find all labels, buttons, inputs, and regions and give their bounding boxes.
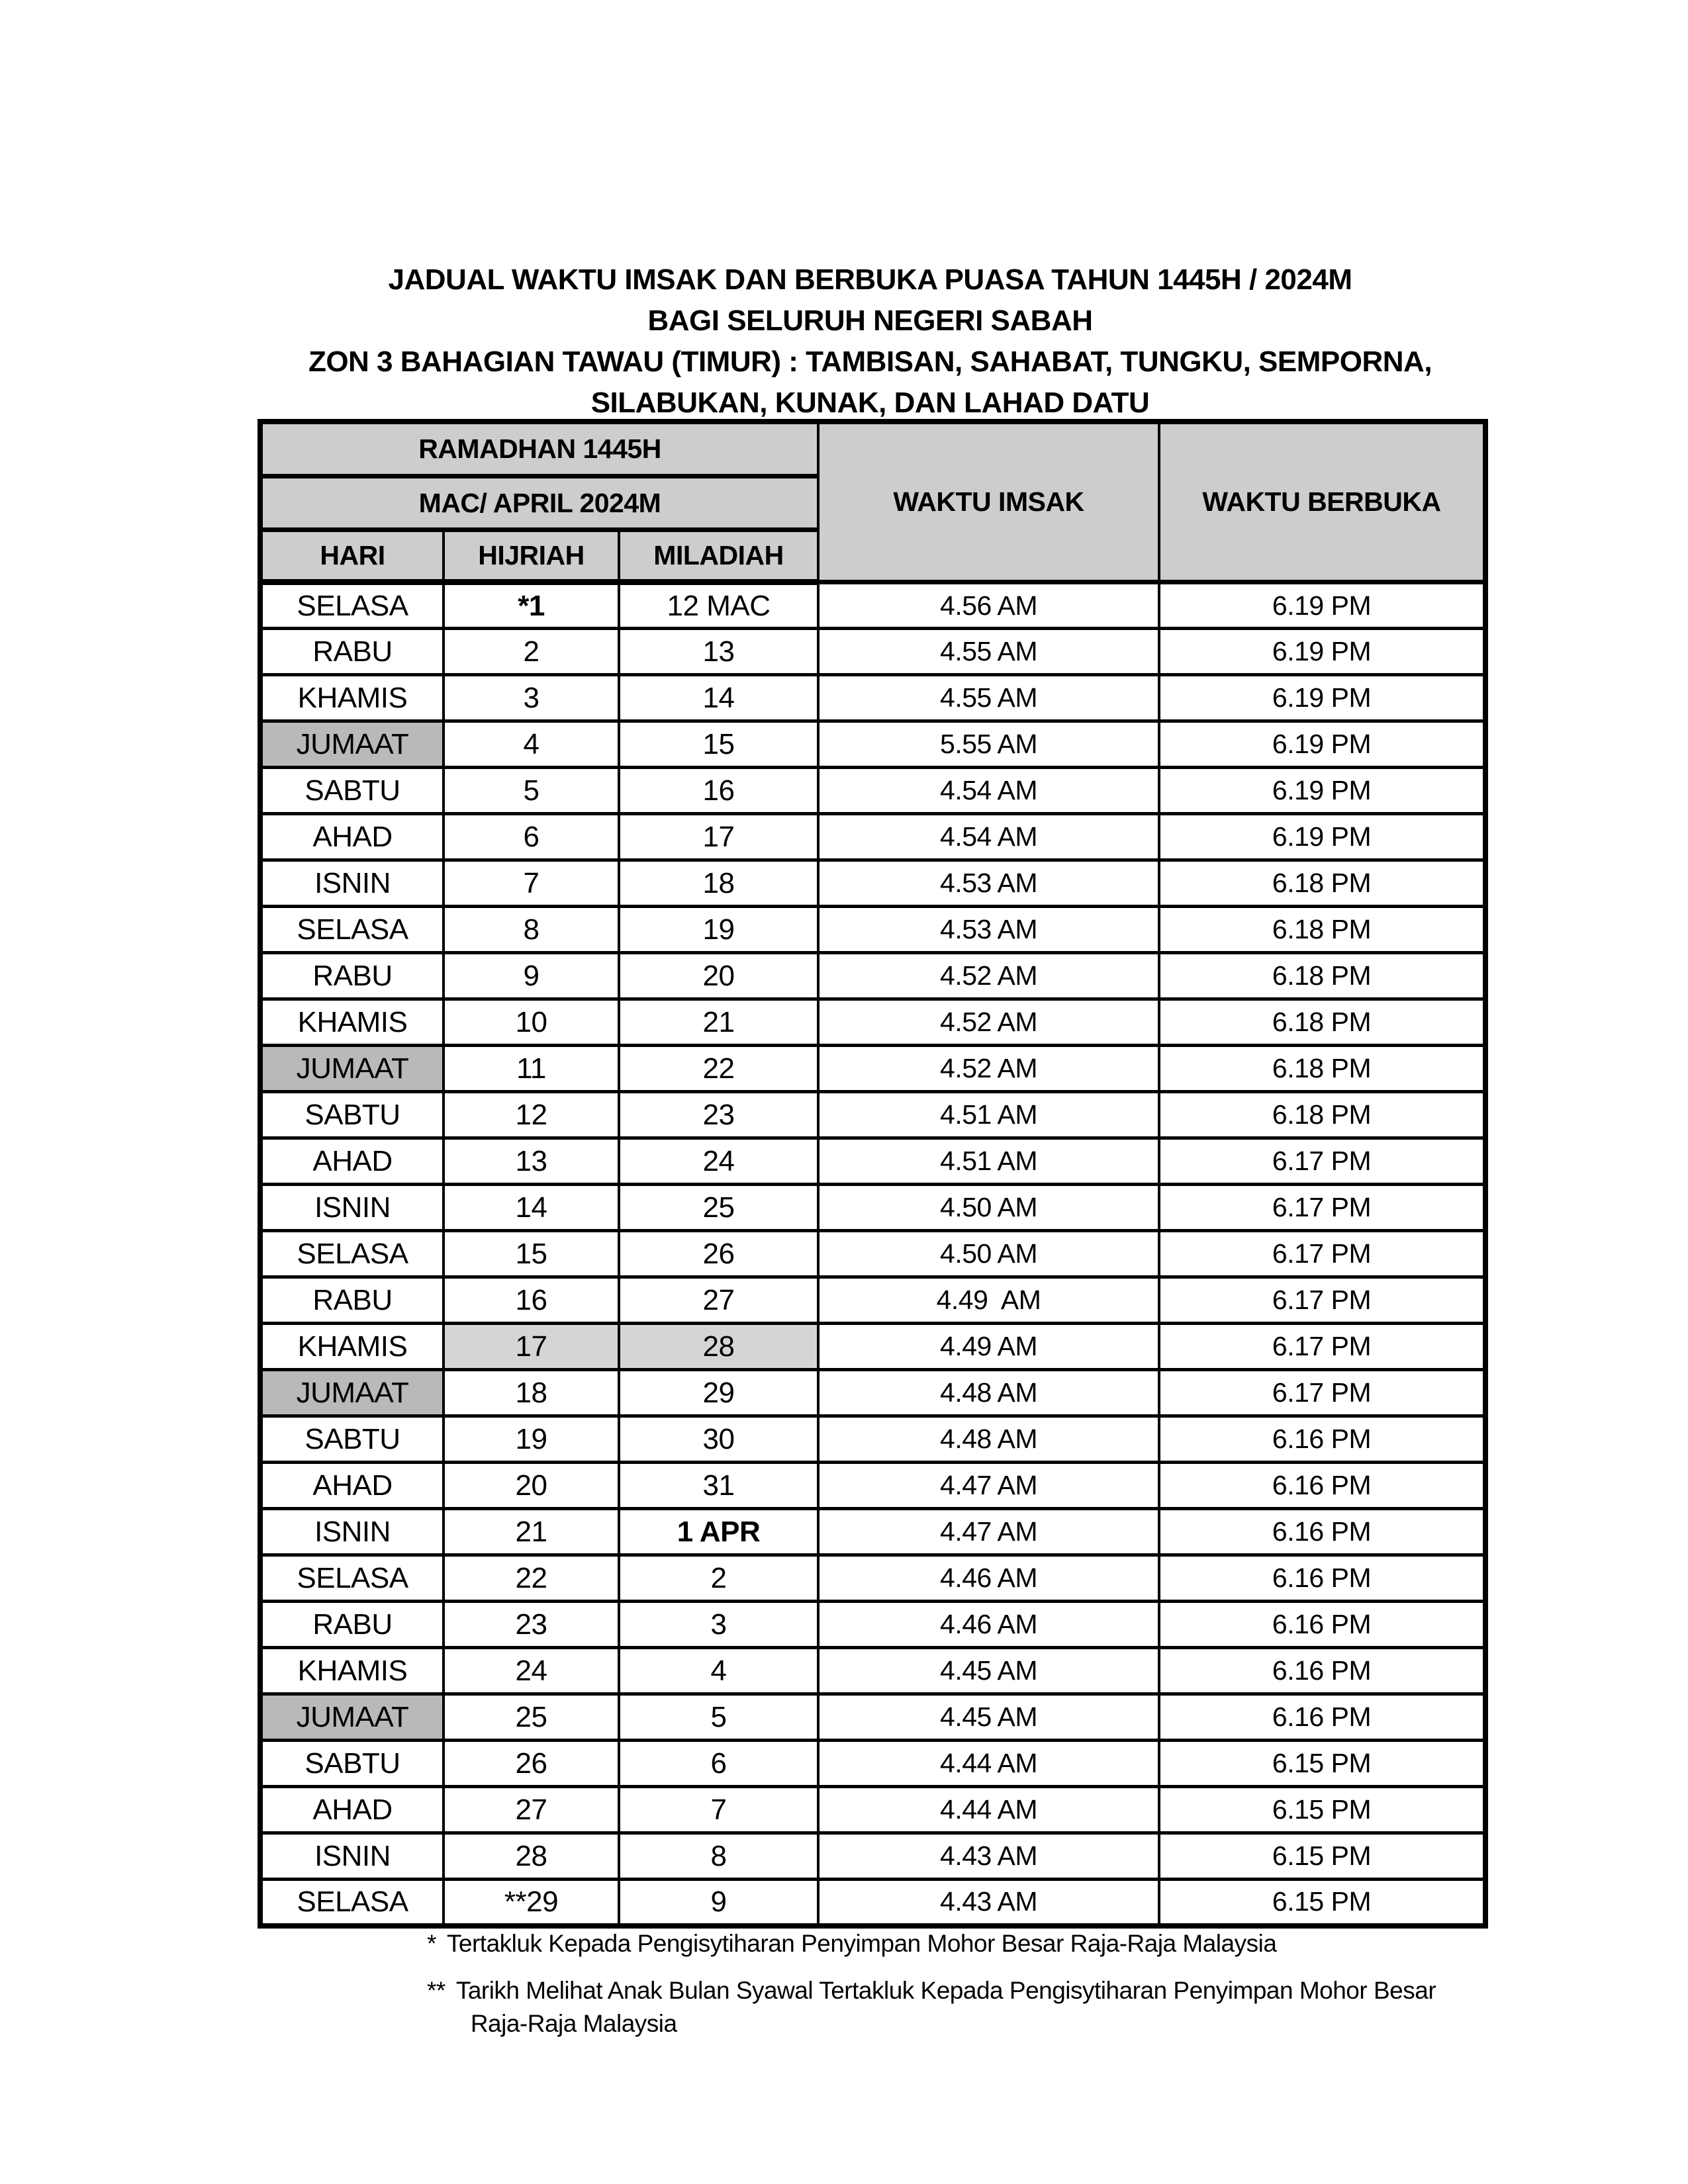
berbuka-cell: 6.18 PM — [1159, 907, 1485, 953]
hijriah-cell: 20 — [444, 1463, 619, 1509]
miladiah-cell: 2 — [619, 1555, 818, 1602]
document-title — [258, 259, 1483, 424]
imsak-cell: 4.56 AM — [818, 582, 1159, 629]
berbuka-cell: 6.18 PM — [1159, 953, 1485, 999]
hijriah-cell: 6 — [444, 814, 619, 860]
hijriah-cell: 26 — [444, 1741, 619, 1787]
table-row — [260, 1741, 1485, 1787]
berbuka-cell: 6.19 PM — [1159, 814, 1485, 860]
imsak-cell: 4.46 AM — [818, 1555, 1159, 1602]
table-row — [260, 1277, 1485, 1324]
imsak-cell: 4.45 AM — [818, 1648, 1159, 1694]
miladiah-cell: 25 — [619, 1185, 818, 1231]
imsak-cell: 4.55 AM — [818, 629, 1159, 675]
hijriah-cell: 21 — [444, 1509, 619, 1555]
imsak-cell: 4.47 AM — [818, 1463, 1159, 1509]
berbuka-cell: 6.17 PM — [1159, 1277, 1485, 1324]
timetable-header — [260, 422, 1485, 582]
table-row — [260, 1787, 1485, 1833]
hijriah-cell: 13 — [444, 1138, 619, 1185]
miladiah-cell: 30 — [619, 1416, 818, 1463]
hijriah-cell: **29 — [444, 1880, 619, 1926]
table-row — [260, 1602, 1485, 1648]
imsak-cell: 4.52 AM — [818, 1046, 1159, 1092]
imsak-cell: 4.43 AM — [818, 1833, 1159, 1880]
hari-cell: RABU — [260, 1602, 444, 1648]
footnote-1-line-1: Tertakluk Kepada Pengisytiharan Penyimpan Mohor Besar Raja-Raja Malaysia — [446, 1930, 1277, 1957]
hijriah-cell: 10 — [444, 999, 619, 1046]
table-row — [260, 1138, 1485, 1185]
miladiah-cell: 17 — [619, 814, 818, 860]
footnote-2-marker: ** — [427, 1977, 445, 2004]
hari-cell: AHAD — [260, 1138, 444, 1185]
table-row — [260, 675, 1485, 721]
hijriah-cell: 15 — [444, 1231, 619, 1277]
miladiah-cell: 14 — [619, 675, 818, 721]
table-row — [260, 1833, 1485, 1880]
berbuka-cell: 6.19 PM — [1159, 721, 1485, 768]
imsak-cell: 4.49 AM — [818, 1277, 1159, 1324]
hari-cell: KHAMIS — [260, 1324, 444, 1370]
hari-cell: AHAD — [260, 1463, 444, 1509]
miladiah-cell: 13 — [619, 629, 818, 675]
footnotes — [427, 1927, 1466, 2054]
hari-cell: SABTU — [260, 1741, 444, 1787]
imsak-cell: 4.49 AM — [818, 1324, 1159, 1370]
miladiah-cell: 3 — [619, 1602, 818, 1648]
table-row — [260, 1185, 1485, 1231]
hijriah-cell: 19 — [444, 1416, 619, 1463]
imsak-cell: 4.53 AM — [818, 860, 1159, 907]
berbuka-cell: 6.19 PM — [1159, 582, 1485, 629]
hijriah-cell: 7 — [444, 860, 619, 907]
table-row — [260, 1092, 1485, 1138]
header-hijriah: HIJRIAH — [444, 530, 619, 582]
imsak-cell: 4.44 AM — [818, 1787, 1159, 1833]
miladiah-cell: 18 — [619, 860, 818, 907]
title-line-2: BAGI SELURUH NEGERI SABAH — [647, 304, 1093, 337]
footnote-2 — [427, 1974, 1466, 2040]
imsak-cell: 4.54 AM — [818, 768, 1159, 814]
miladiah-cell: 4 — [619, 1648, 818, 1694]
imsak-cell: 4.54 AM — [818, 814, 1159, 860]
imsak-cell: 4.52 AM — [818, 999, 1159, 1046]
hijriah-cell: *1 — [444, 582, 619, 629]
table-row — [260, 1509, 1485, 1555]
imsak-cell: 4.51 AM — [818, 1138, 1159, 1185]
table-row — [260, 907, 1485, 953]
miladiah-cell: 29 — [619, 1370, 818, 1416]
imsak-cell: 4.46 AM — [818, 1602, 1159, 1648]
hari-cell: SELASA — [260, 1880, 444, 1926]
footnote-2-text — [456, 1974, 1466, 2040]
hari-cell: KHAMIS — [260, 999, 444, 1046]
berbuka-cell: 6.18 PM — [1159, 1092, 1485, 1138]
table-row — [260, 1370, 1485, 1416]
berbuka-cell: 6.17 PM — [1159, 1231, 1485, 1277]
hijriah-cell: 27 — [444, 1787, 619, 1833]
berbuka-cell: 6.16 PM — [1159, 1602, 1485, 1648]
hari-cell: JUMAAT — [260, 1046, 444, 1092]
table-row — [260, 1880, 1485, 1926]
header-waktu-berbuka: WAKTU BERBUKA — [1159, 422, 1485, 582]
footnote-1-text — [447, 1927, 1466, 1960]
imsak-cell: 4.48 AM — [818, 1370, 1159, 1416]
miladiah-cell: 22 — [619, 1046, 818, 1092]
berbuka-cell: 6.18 PM — [1159, 1046, 1485, 1092]
title-line-3: ZON 3 BAHAGIAN TAWAU (TIMUR) : TAMBISAN, SAHABAT, TUNGKU, SEMPORNA, — [308, 345, 1432, 378]
hari-cell: KHAMIS — [260, 1648, 444, 1694]
title-line-1: JADUAL WAKTU IMSAK DAN BERBUKA PUASA TAHUN 1445H / 2024M — [388, 263, 1352, 296]
miladiah-cell: 28 — [619, 1324, 818, 1370]
miladiah-cell: 5 — [619, 1694, 818, 1741]
hari-cell: SELASA — [260, 582, 444, 629]
table-row — [260, 999, 1485, 1046]
berbuka-cell: 6.16 PM — [1159, 1648, 1485, 1694]
table-row — [260, 953, 1485, 999]
imsak-cell: 5.55 AM — [818, 721, 1159, 768]
table-row — [260, 1046, 1485, 1092]
berbuka-cell: 6.16 PM — [1159, 1416, 1485, 1463]
hari-cell: RABU — [260, 629, 444, 675]
imsak-cell: 4.47 AM — [818, 1509, 1159, 1555]
hijriah-cell: 16 — [444, 1277, 619, 1324]
hijriah-cell: 2 — [444, 629, 619, 675]
berbuka-cell: 6.15 PM — [1159, 1787, 1485, 1833]
table-row — [260, 1555, 1485, 1602]
hijriah-cell: 24 — [444, 1648, 619, 1694]
imsak-cell: 4.51 AM — [818, 1092, 1159, 1138]
hijriah-cell: 4 — [444, 721, 619, 768]
hari-cell: AHAD — [260, 814, 444, 860]
miladiah-cell: 20 — [619, 953, 818, 999]
berbuka-cell: 6.16 PM — [1159, 1463, 1485, 1509]
table-row — [260, 721, 1485, 768]
footnote-2-line-1: Tarikh Melihat Anak Bulan Syawal Tertakluk Kepada Pengisytiharan Penyimpan Mohor Besar — [455, 1977, 1436, 2004]
hari-cell: AHAD — [260, 1787, 444, 1833]
title-line-4: SILABUKAN, KUNAK, DAN LAHAD DATU — [590, 387, 1150, 419]
hijriah-cell: 17 — [444, 1324, 619, 1370]
hari-cell: ISNIN — [260, 1185, 444, 1231]
hari-cell: SELASA — [260, 1555, 444, 1602]
hijriah-cell: 8 — [444, 907, 619, 953]
hari-cell: ISNIN — [260, 860, 444, 907]
table-row — [260, 860, 1485, 907]
miladiah-cell: 9 — [619, 1880, 818, 1926]
miladiah-cell: 12 MAC — [619, 582, 818, 629]
hari-cell: JUMAAT — [260, 1694, 444, 1741]
header-miladiah: MILADIAH — [619, 530, 818, 582]
table-row — [260, 1324, 1485, 1370]
berbuka-cell: 6.19 PM — [1159, 675, 1485, 721]
imsak-cell: 4.43 AM — [818, 1880, 1159, 1926]
berbuka-cell: 6.17 PM — [1159, 1370, 1485, 1416]
berbuka-cell: 6.15 PM — [1159, 1741, 1485, 1787]
hari-cell: JUMAAT — [260, 1370, 444, 1416]
table-row — [260, 1231, 1485, 1277]
hijriah-cell: 11 — [444, 1046, 619, 1092]
berbuka-cell: 6.17 PM — [1159, 1324, 1485, 1370]
hijriah-cell: 28 — [444, 1833, 619, 1880]
imsak-cell: 4.50 AM — [818, 1185, 1159, 1231]
table-row — [260, 768, 1485, 814]
miladiah-cell: 15 — [619, 721, 818, 768]
hijriah-cell: 22 — [444, 1555, 619, 1602]
table-row — [260, 582, 1485, 629]
table-row — [260, 1648, 1485, 1694]
header-mac-april: MAC/ APRIL 2024M — [260, 477, 818, 530]
table-row — [260, 1463, 1485, 1509]
berbuka-cell: 6.19 PM — [1159, 768, 1485, 814]
miladiah-cell: 1 APR — [619, 1509, 818, 1555]
footnote-1-marker: * — [427, 1930, 436, 1957]
header-waktu-imsak: WAKTU IMSAK — [818, 422, 1159, 582]
miladiah-cell: 21 — [619, 999, 818, 1046]
berbuka-cell: 6.19 PM — [1159, 629, 1485, 675]
imsak-cell: 4.48 AM — [818, 1416, 1159, 1463]
berbuka-cell: 6.16 PM — [1159, 1509, 1485, 1555]
miladiah-cell: 6 — [619, 1741, 818, 1787]
berbuka-cell: 6.18 PM — [1159, 999, 1485, 1046]
berbuka-cell: 6.15 PM — [1159, 1833, 1485, 1880]
hari-cell: SABTU — [260, 768, 444, 814]
hari-cell: SELASA — [260, 907, 444, 953]
table-row — [260, 1694, 1485, 1741]
berbuka-cell: 6.17 PM — [1159, 1185, 1485, 1231]
imsak-cell: 4.55 AM — [818, 675, 1159, 721]
berbuka-cell: 6.16 PM — [1159, 1555, 1485, 1602]
header-hari: HARI — [260, 530, 444, 582]
miladiah-cell: 19 — [619, 907, 818, 953]
hari-cell: SABTU — [260, 1092, 444, 1138]
miladiah-cell: 31 — [619, 1463, 818, 1509]
hari-cell: SELASA — [260, 1231, 444, 1277]
berbuka-cell: 6.16 PM — [1159, 1694, 1485, 1741]
hijriah-cell: 3 — [444, 675, 619, 721]
imsak-cell: 4.44 AM — [818, 1741, 1159, 1787]
table-row — [260, 1416, 1485, 1463]
table-row — [260, 814, 1485, 860]
hijriah-cell: 18 — [444, 1370, 619, 1416]
hari-cell: SABTU — [260, 1416, 444, 1463]
hari-cell: RABU — [260, 1277, 444, 1324]
miladiah-cell: 8 — [619, 1833, 818, 1880]
imsak-cell: 4.53 AM — [818, 907, 1159, 953]
imsak-cell: 4.52 AM — [818, 953, 1159, 999]
footnote-2-line-2: Raja-Raja Malaysia — [470, 2010, 677, 2037]
miladiah-cell: 26 — [619, 1231, 818, 1277]
hari-cell: ISNIN — [260, 1833, 444, 1880]
berbuka-cell: 6.15 PM — [1159, 1880, 1485, 1926]
table-row — [260, 629, 1485, 675]
miladiah-cell: 24 — [619, 1138, 818, 1185]
miladiah-cell: 27 — [619, 1277, 818, 1324]
timetable-body — [260, 582, 1485, 1926]
imsak-cell: 4.45 AM — [818, 1694, 1159, 1741]
hijriah-cell: 5 — [444, 768, 619, 814]
imsak-cell: 4.50 AM — [818, 1231, 1159, 1277]
prayer-timetable — [258, 419, 1488, 1929]
hijriah-cell: 23 — [444, 1602, 619, 1648]
hijriah-cell: 25 — [444, 1694, 619, 1741]
miladiah-cell: 16 — [619, 768, 818, 814]
hari-cell: ISNIN — [260, 1509, 444, 1555]
miladiah-cell: 23 — [619, 1092, 818, 1138]
hari-cell: JUMAAT — [260, 721, 444, 768]
hijriah-cell: 14 — [444, 1185, 619, 1231]
header-ramadhan: RAMADHAN 1445H — [260, 422, 818, 477]
footnote-1 — [427, 1927, 1466, 1960]
hari-cell: KHAMIS — [260, 675, 444, 721]
hijriah-cell: 12 — [444, 1092, 619, 1138]
hijriah-cell: 9 — [444, 953, 619, 999]
miladiah-cell: 7 — [619, 1787, 818, 1833]
berbuka-cell: 6.18 PM — [1159, 860, 1485, 907]
berbuka-cell: 6.17 PM — [1159, 1138, 1485, 1185]
hari-cell: RABU — [260, 953, 444, 999]
